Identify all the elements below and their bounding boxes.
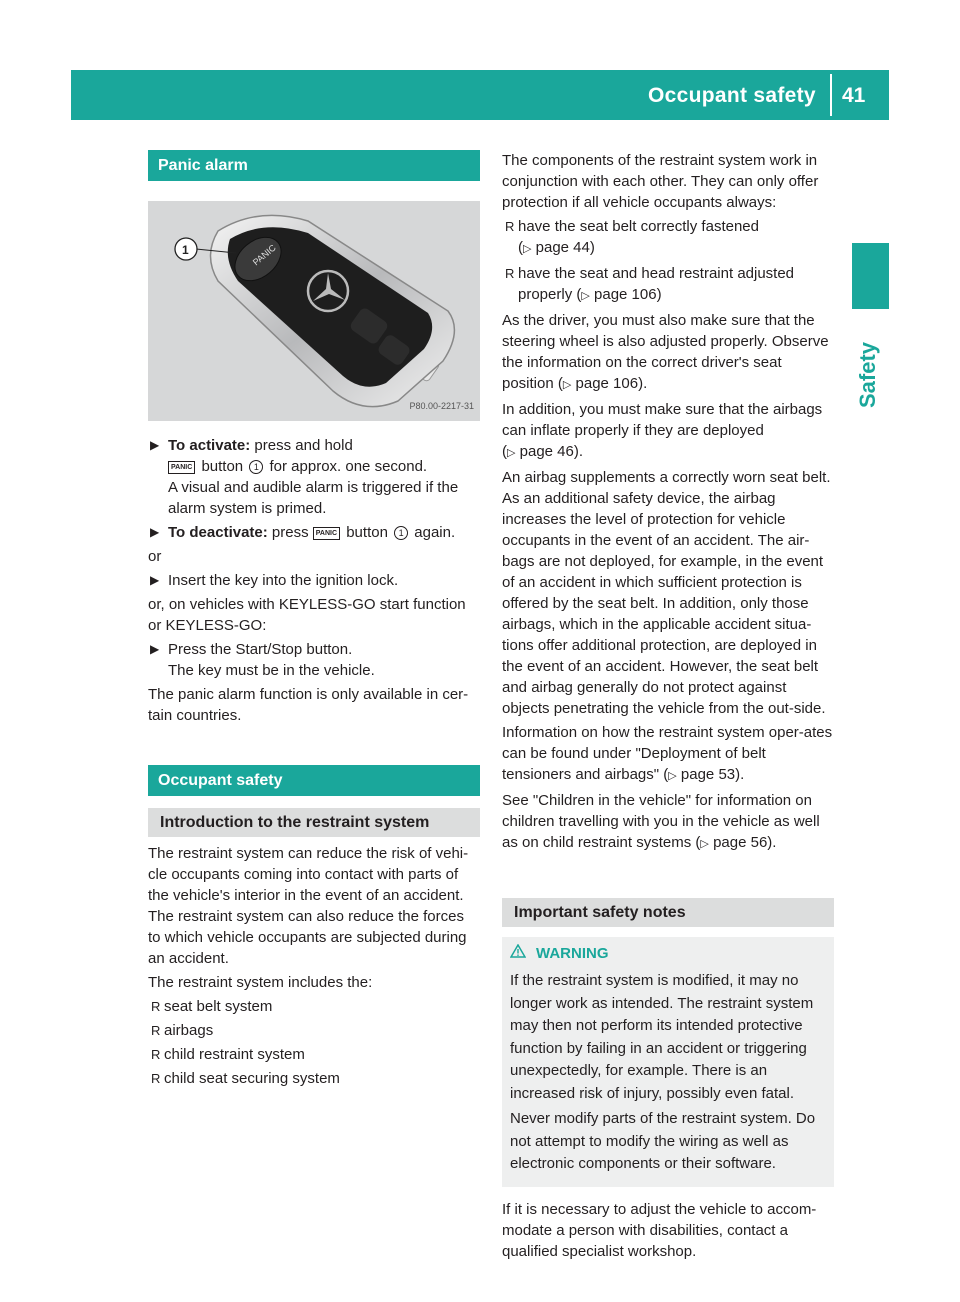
important-safety-heading: Important safety notes bbox=[502, 898, 834, 927]
page-section-title: Occupant safety bbox=[648, 84, 816, 107]
warning-paragraph-1: If the restraint system is modified, it may no longer work as intended. The restraint system may then not perform its intended protective function by failing in an accident or triggering unexpectedly, for example. There is an increased risk of injury, possibly even fatal. bbox=[510, 972, 814, 1102]
list-item: R have the seat and head restraint adjusted properly (▷ page 106) bbox=[505, 265, 795, 303]
bullet-icon: R bbox=[505, 219, 515, 234]
info-text: Information on how the restraint system oper-ates can be found under "Deployment of belt tensioners and airbags" (▷ page 53). bbox=[502, 724, 833, 783]
bullet-icon: R bbox=[151, 1071, 161, 1086]
figure-code: P80.00-2217-31 bbox=[409, 401, 474, 411]
button-number-icon: 1 bbox=[394, 526, 408, 540]
page-ref-icon: ▷ bbox=[668, 770, 677, 782]
press-start-step: ▶ Press the Start/Stop button. The key must be in the vehicle. bbox=[150, 641, 375, 679]
arrow-icon: ▶ bbox=[150, 438, 160, 452]
bullet-icon: R bbox=[151, 999, 161, 1014]
right-column bbox=[502, 150, 834, 1265]
header-divider bbox=[830, 74, 832, 116]
panic-button-text: PANIC bbox=[250, 242, 278, 268]
airbag-supplement-text: An airbag supplements a correctly worn seat belt. As an additional safety device, the airbag increases the level of protection for vehicle occupants in the event of an accident. The air-bags are not deployed, for example, in the event of an accident in which sufficient protection is offered by the seat belt. In addition, only those airbags, which in the applicable accident situa-tions offer additional protection, are deployed in the event of an accident. However, the seat belt and airbag generally do not protect against objects penetrating the vehicle from the out-side. bbox=[502, 469, 831, 717]
children-text: See "Children in the vehicle" for information on children travelling with you in the vehicle as well as on child restraint systems (▷ page 56). bbox=[502, 792, 820, 851]
warning-triangle-icon bbox=[510, 943, 526, 964]
arrow-icon: ▶ bbox=[150, 642, 160, 656]
airbags-text: In addition, you must make sure that the airbags can inflate properly if they are deployed (▷ page 46). bbox=[502, 401, 823, 460]
keyless-text: or, on vehicles with KEYLESS-GO start function or KEYLESS-GO: bbox=[148, 596, 466, 634]
warning-paragraph-2: Never modify parts of the restraint system. Do not attempt to modify the wiring as well as electronic components or their software. bbox=[510, 1110, 816, 1172]
arrow-icon: ▶ bbox=[150, 525, 160, 539]
driver-text: As the driver, you must also make sure that the steering wheel is also adjusted properly. Observe the information on the correct driver's seat position (▷ page 106). bbox=[502, 312, 829, 392]
insert-key-step: ▶ Insert the key into the ignition lock. bbox=[150, 572, 399, 589]
activate-step: ▶ To activate: press and hold PANIC button 1 for approx. one second. A visual and audible alarm is triggered if the alarm system is primed. bbox=[150, 437, 459, 517]
page-number: 41 bbox=[842, 84, 866, 107]
page-ref-icon: ▷ bbox=[562, 379, 572, 391]
list-item: R child restraint system bbox=[151, 1046, 305, 1063]
key-figure bbox=[148, 201, 480, 421]
deactivate-step: ▶ To deactivate: press PANIC button 1 again. bbox=[150, 524, 456, 541]
arrow-icon: ▶ bbox=[150, 573, 160, 587]
panic-symbol-icon: PANIC bbox=[168, 461, 195, 474]
warning-heading: WARNING bbox=[510, 943, 826, 964]
intro-restraint-heading: Introduction to the restraint system bbox=[148, 808, 480, 837]
bullet-icon: R bbox=[151, 1047, 161, 1062]
side-tab-label: Safety bbox=[855, 341, 880, 409]
list-item: R have the seat belt correctly fastened (▷ page 44) bbox=[505, 218, 759, 256]
key-fob-illustration bbox=[148, 201, 480, 421]
warning-box bbox=[502, 937, 834, 1187]
left-column bbox=[148, 150, 480, 1092]
panic-note: The panic alarm function is only available in cer-tain countries. bbox=[148, 686, 469, 724]
bullet-icon: R bbox=[151, 1023, 161, 1038]
or-text: or bbox=[148, 548, 162, 565]
page-ref-icon: ▷ bbox=[700, 838, 709, 850]
intro-text: The restraint system can reduce the risk of vehi-cle occupants coming into contact with parts of the vehicle's interior in the event of an accident. The restraint system can also reduce the forces to which vehicle occupants are subjected during an accident. bbox=[148, 845, 469, 967]
side-tab-block bbox=[852, 243, 889, 309]
panic-alarm-heading: Panic alarm bbox=[148, 150, 480, 181]
bullet-icon: R bbox=[505, 266, 515, 281]
components-text: The components of the restraint system work in conjunction with each other. They can only offer protection if all vehicle occupants always: bbox=[502, 152, 819, 211]
list-item: R child seat securing system bbox=[151, 1070, 340, 1087]
button-number-icon: 1 bbox=[249, 460, 263, 474]
page-ref-icon: ▷ bbox=[523, 243, 532, 255]
includes-text: The restraint system includes the: bbox=[148, 974, 373, 991]
list-item: R airbags bbox=[151, 1022, 214, 1039]
callout-number: 1 bbox=[182, 243, 189, 257]
panic-symbol-icon: PANIC bbox=[313, 527, 340, 540]
page-ref-icon: ▷ bbox=[581, 290, 590, 302]
disabilities-text: If it is necessary to adjust the vehicle to accom-modate a person with disabilities, contact a qualified specialist workshop. bbox=[502, 1200, 817, 1260]
list-item: R seat belt system bbox=[151, 998, 273, 1015]
occupant-safety-heading: Occupant safety bbox=[148, 765, 480, 796]
page-ref-icon: ▷ bbox=[507, 447, 516, 459]
